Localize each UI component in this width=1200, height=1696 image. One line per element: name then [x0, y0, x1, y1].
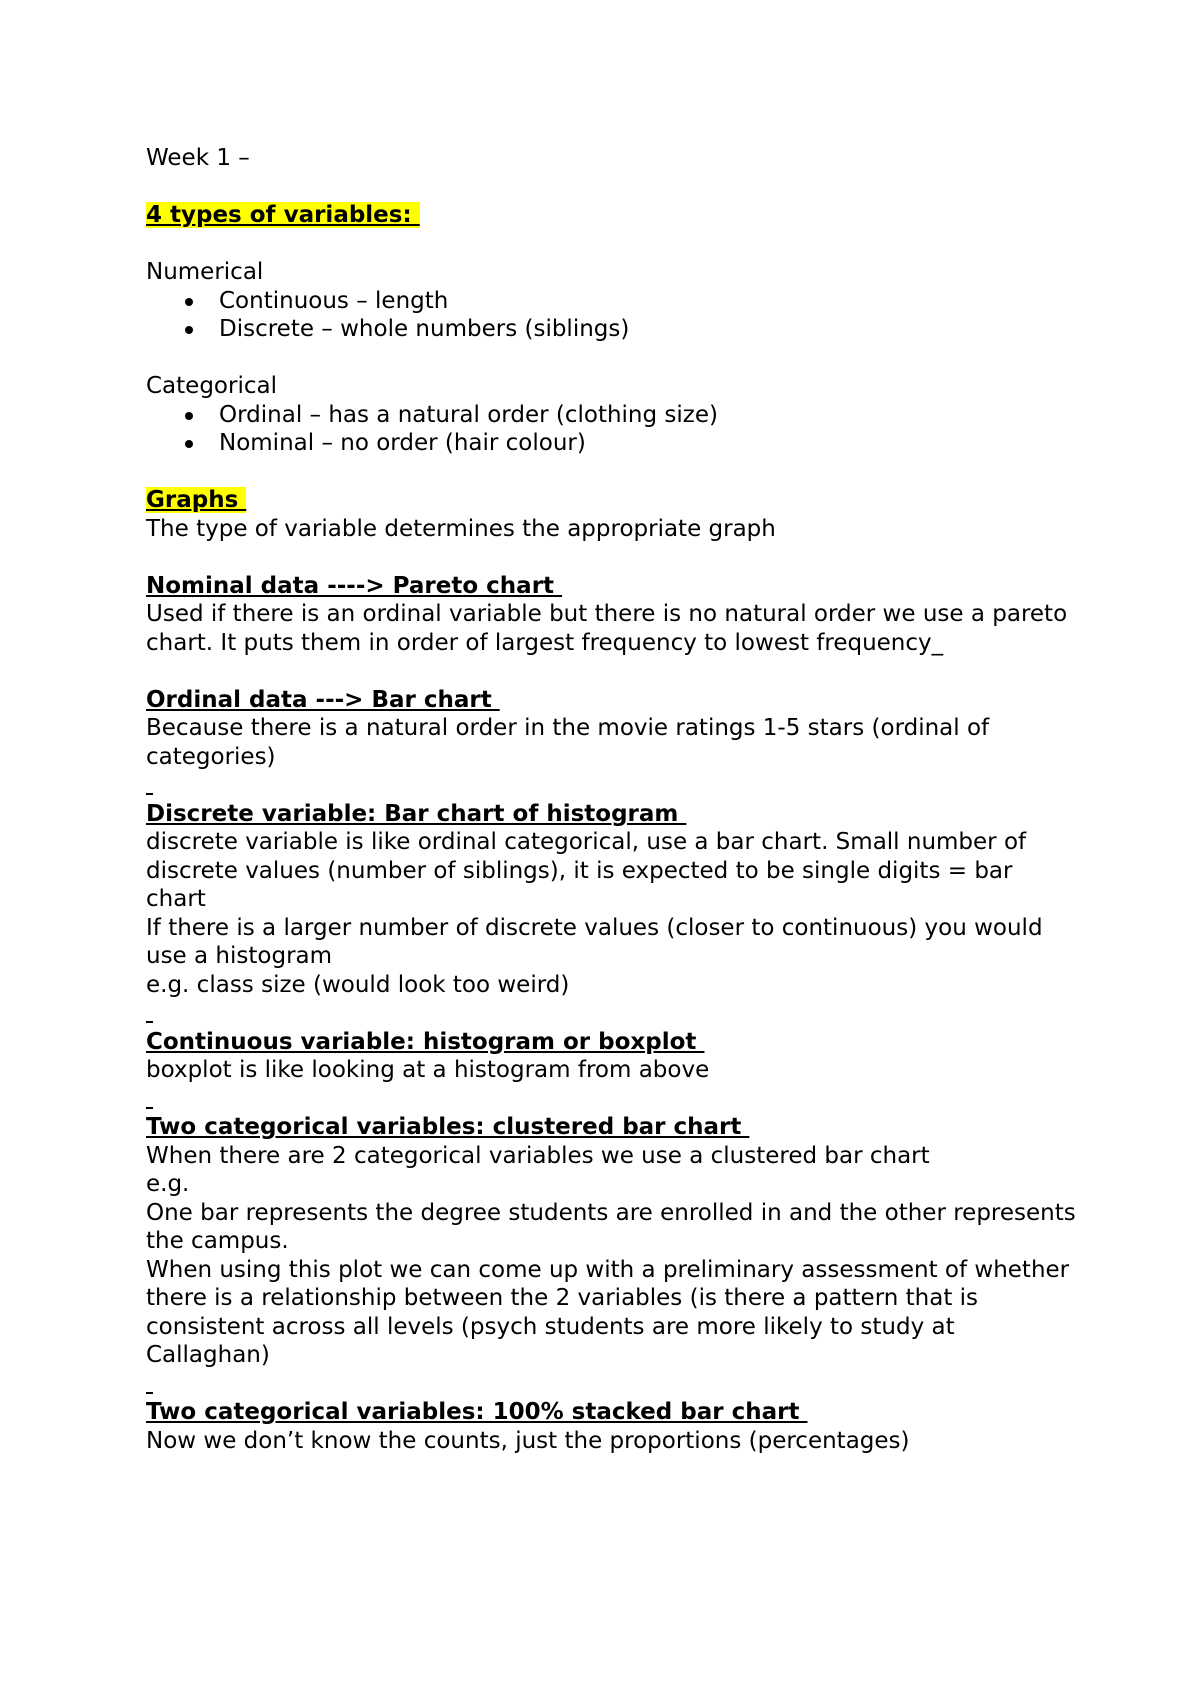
list-item [146, 287, 1076, 316]
nominal-heading: Nominal data ----> Pareto chart [146, 572, 563, 599]
graphs-text: The type of variable determines the appropriate graph [146, 515, 776, 542]
categorical-list [146, 401, 1076, 458]
stacked-text: Now we don’t know the counts, just the proportions (percentages) [146, 1427, 910, 1454]
spacer [146, 173, 1076, 202]
categorical-label: Categorical [146, 373, 277, 399]
week-heading: Week 1 – [146, 145, 250, 171]
spacer-mark [146, 771, 1076, 800]
clustered-text: When using this plot we can come up with a preliminary assessment of whether there is a relationship between the 2 variables (is there a pattern that is consistent across all levels (psych students are more likely to study at Callaghan) [146, 1256, 1077, 1368]
spacer [146, 458, 1076, 487]
list-item [146, 315, 1076, 344]
bullet-icon [185, 412, 193, 420]
ordinal-text: Because there is a natural order in the movie ratings 1-5 stars (ordinal of categories) [146, 715, 997, 770]
list-item-text: Ordinal – has a natural order (clothing size) [219, 401, 718, 428]
spacer [146, 344, 1076, 373]
ordinal-heading: Ordinal data ---> Bar chart [146, 686, 500, 713]
clustered-text: When there are 2 categorical variables we use a clustered bar chart [146, 1142, 930, 1169]
list-item [146, 429, 1076, 458]
numerical-label: Numerical [146, 259, 264, 285]
nominal-text: Used if there is an ordinal variable but there is no natural order we use a pareto chart. It puts them in order of largest frequency to lowest frequency_ [146, 601, 1075, 656]
types-heading: 4 types of variables: [146, 202, 420, 228]
spacer-mark [146, 1370, 1076, 1399]
discrete-text: e.g. class size (would look too weird) [146, 971, 570, 998]
spacer [146, 657, 1076, 686]
clustered-heading: Two categorical variables: clustered bar chart [146, 1114, 750, 1140]
list-item [146, 401, 1076, 430]
bullet-icon [185, 440, 193, 448]
document-body [146, 144, 1084, 1455]
graphs-heading: Graphs [146, 487, 247, 513]
spacer [146, 230, 1076, 259]
discrete-heading: Discrete variable: Bar chart of histogram [146, 800, 687, 827]
spacer-mark [146, 1085, 1076, 1114]
clustered-text: e.g. [146, 1171, 190, 1197]
spacer [146, 543, 1076, 572]
discrete-text: If there is a larger number of discrete values (closer to continuous) you would use a histogram [146, 914, 1050, 969]
discrete-text: discrete variable is like ordinal categorical, use a bar chart. Small number of discrete values (number of siblings), it is expected to be single digits = bar chart [146, 829, 1034, 912]
list-item-text: Nominal – no order (hair colour) [219, 430, 586, 456]
clustered-text: One bar represents the degree students are enrolled in and the other represents the campus. [146, 1199, 1084, 1254]
spacer-mark [146, 999, 1076, 1028]
continuous-heading: Continuous variable: histogram or boxplot [146, 1028, 705, 1055]
numerical-list [146, 287, 1076, 344]
list-item-text: Discrete – whole numbers (siblings) [219, 316, 630, 342]
bullet-icon [185, 298, 193, 306]
stacked-heading: Two categorical variables: 100% stacked bar chart [146, 1399, 808, 1425]
continuous-text: boxplot is like looking at a histogram from above [146, 1057, 710, 1083]
bullet-icon [185, 326, 193, 334]
list-item-text: Continuous – length [219, 287, 449, 314]
